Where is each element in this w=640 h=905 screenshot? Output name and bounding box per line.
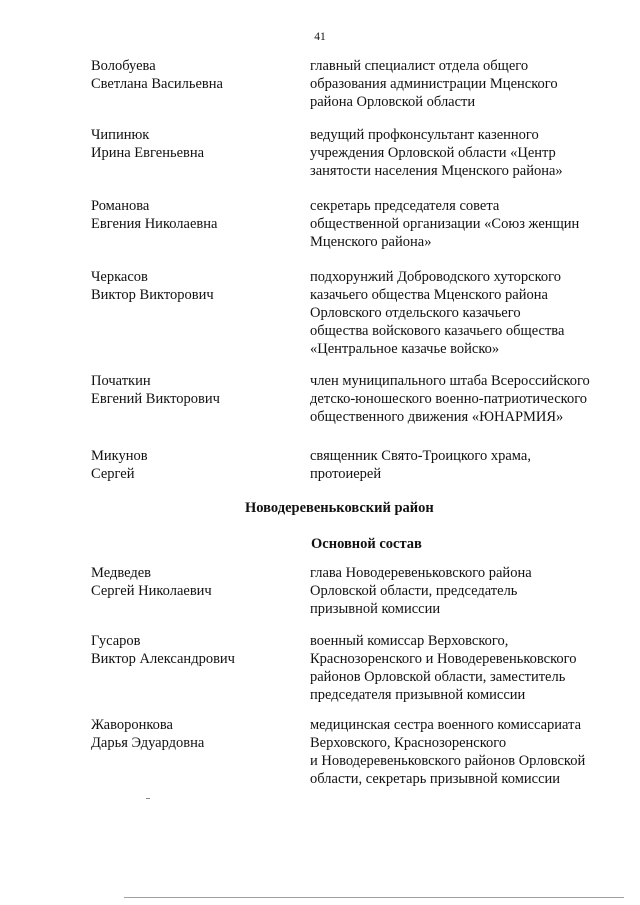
member-name [91, 564, 291, 600]
position-line: член муниципального штаба Всероссийского [310, 373, 590, 389]
member-position [310, 57, 610, 111]
member-surname: Волобуева [91, 58, 156, 74]
position-line: военный комиссар Верховского, [310, 633, 509, 649]
position-line: Мценского района» [310, 234, 432, 250]
position-line: районов Орловской области, заместитель [310, 669, 566, 685]
member-surname: Початкин [91, 373, 151, 389]
member-name [91, 447, 291, 483]
position-line: ведущий профконсультант казенного [310, 127, 539, 143]
member-position [310, 632, 610, 704]
member-position [310, 197, 610, 251]
district-heading: Новодеревеньковский район [245, 500, 434, 516]
member-surname: Гусаров [91, 633, 141, 649]
member-position [310, 564, 610, 618]
member-given-names: Евгения Николаевна [91, 216, 218, 232]
position-line: общественной организации «Союз женщин [310, 216, 580, 232]
position-line: области, секретарь призывной комиссии [310, 771, 561, 787]
position-line: медицинская сестра военного комиссариата [310, 717, 582, 733]
member-given-names: Сергей [91, 466, 135, 482]
position-line: Орловской области, председатель [310, 583, 518, 599]
position-line: глава Новодеревеньковского района [310, 565, 532, 581]
position-line: образования администрации Мценского [310, 76, 558, 92]
member-name [91, 57, 291, 93]
member-position [310, 447, 610, 483]
member-given-names: Виктор Викторович [91, 287, 214, 303]
position-line: священник Свято-Троицкого храма, [310, 448, 531, 464]
position-line: детско-юношеского военно-патриотического [310, 391, 588, 407]
member-given-names: Сергей Николаевич [91, 583, 212, 599]
position-line: призывной комиссии [310, 601, 441, 617]
member-name [91, 268, 291, 304]
member-surname: Чипинюк [91, 127, 150, 143]
member-surname: Черкасов [91, 269, 148, 285]
member-surname: Медведев [91, 565, 151, 581]
member-position [310, 716, 610, 788]
position-line: района Орловской области [310, 94, 476, 110]
scan-speck [146, 798, 150, 799]
member-given-names: Светлана Васильевна [91, 76, 223, 92]
position-line: казачьего общества Мценского района [310, 287, 548, 303]
position-line: занятости населения Мценского района» [310, 163, 563, 179]
member-given-names: Евгений Викторович [91, 391, 220, 407]
member-name [91, 372, 291, 408]
member-surname: Микунов [91, 448, 148, 464]
member-given-names: Ирина Евгеньевна [91, 145, 205, 161]
member-position [310, 268, 610, 358]
position-line: подхорунжий Доброводского хуторского [310, 269, 562, 285]
member-surname: Романова [91, 198, 150, 214]
composition-heading: Основной состав [311, 536, 422, 552]
member-surname: Жаворонкова [91, 717, 173, 733]
position-line: председателя призывной комиссии [310, 687, 526, 703]
position-line: Верховского, Краснозоренского [310, 735, 507, 751]
member-given-names: Дарья Эдуардовна [91, 735, 205, 751]
page-number: 41 [314, 31, 326, 43]
member-position [310, 126, 610, 180]
position-line: и Новодеревеньковского районов Орловской [310, 753, 586, 769]
position-line: Орловского отдельского казачьего [310, 305, 521, 321]
position-line: протоиерей [310, 466, 382, 482]
position-line: Краснозоренского и Новодеревеньковского [310, 651, 577, 667]
member-name [91, 716, 291, 752]
position-line: учреждения Орловской области «Центр [310, 145, 556, 161]
position-line: общества войскового казачьего общества [310, 323, 565, 339]
member-name [91, 197, 291, 233]
position-line: главный специалист отдела общего [310, 58, 529, 74]
page-bottom-rule [124, 897, 624, 898]
member-given-names: Виктор Александрович [91, 651, 235, 667]
member-name [91, 126, 291, 162]
member-position [310, 372, 610, 426]
position-line: общественного движения «ЮНАРМИЯ» [310, 409, 564, 425]
member-name [91, 632, 291, 668]
position-line: «Центральное казачье войско» [310, 341, 500, 357]
position-line: секретарь председателя совета [310, 198, 500, 214]
